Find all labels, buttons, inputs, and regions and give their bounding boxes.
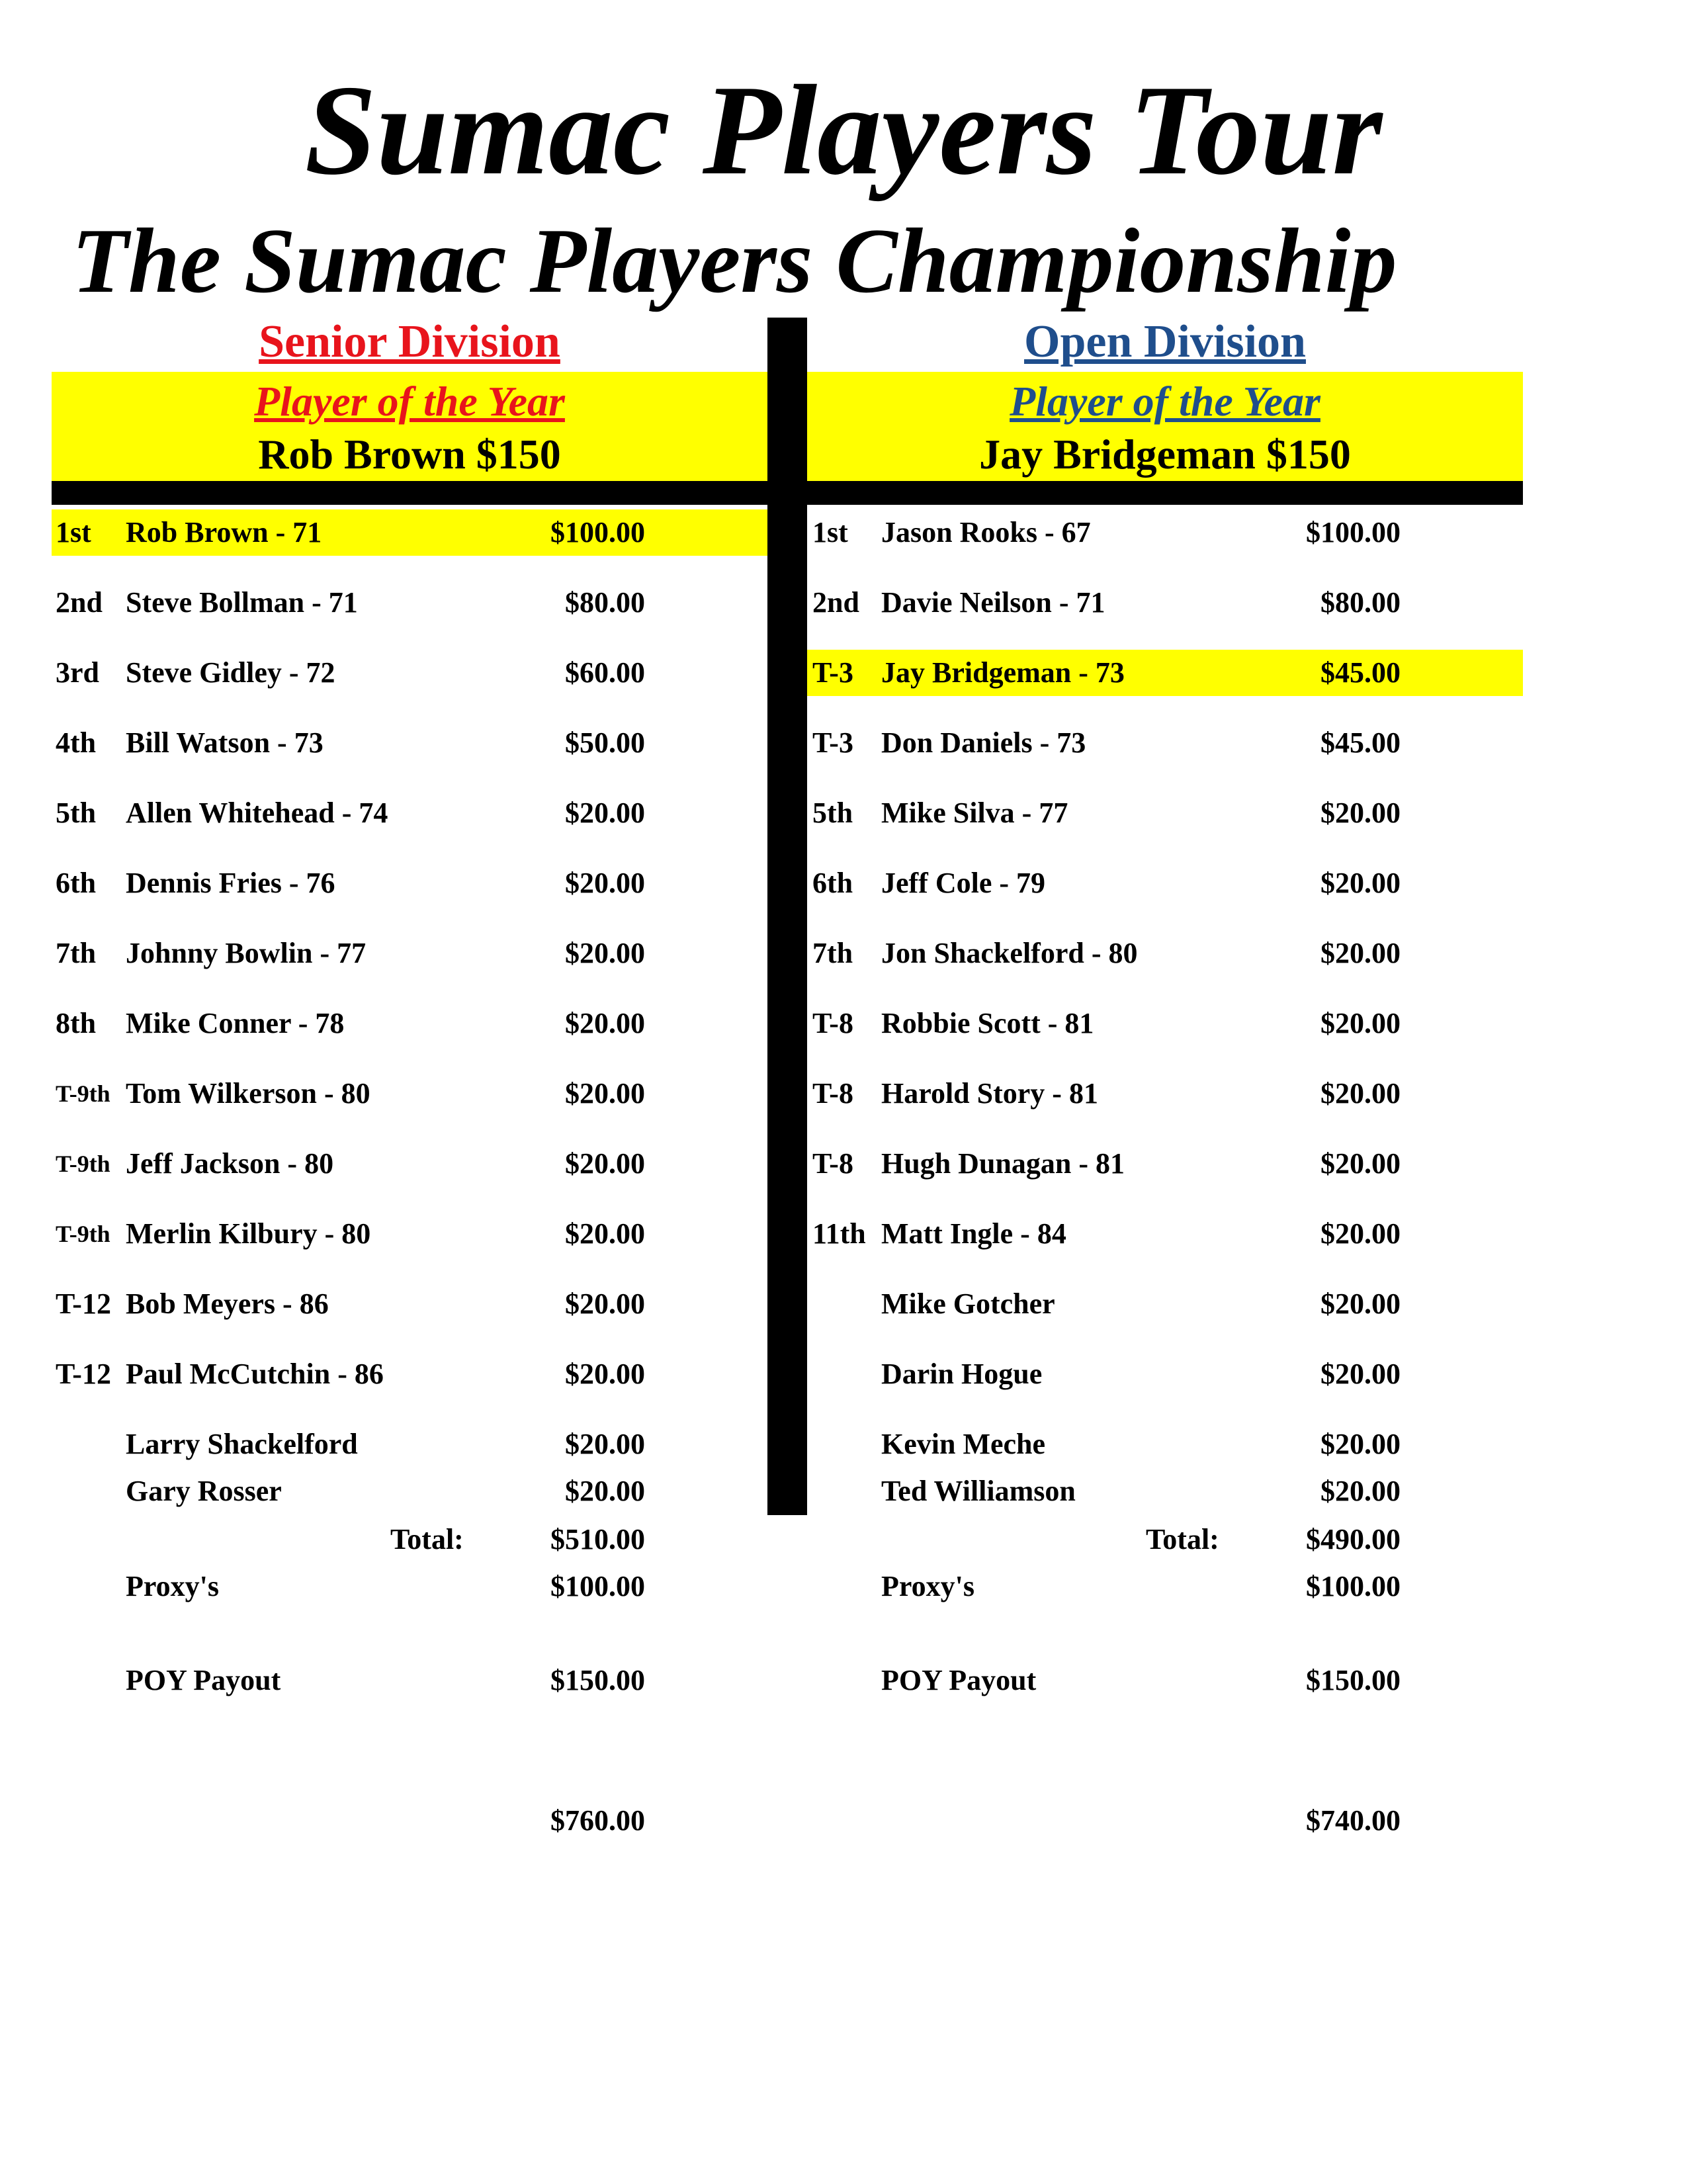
table-row [807,930,1523,977]
amount-cell: $20.00 [1320,1475,1401,1507]
page-title: Sumac Players Tour [304,59,1383,202]
player-cell: Mike Conner - 78 [126,1007,345,1039]
amount-cell: $20.00 [1320,797,1401,829]
amount-cell: $80.00 [565,586,645,619]
player-cell: Mike Silva - 77 [881,797,1068,829]
amount-cell: $20.00 [565,1288,645,1320]
place-cell: 4th [56,726,97,759]
amount-cell: $60.00 [565,656,645,689]
table-row [52,1000,767,1047]
player-cell: Bob Meyers - 86 [126,1288,329,1320]
place-cell: T-8 [812,1007,853,1039]
player-cell: Jeff Jackson - 80 [126,1147,334,1180]
header-divider [52,481,1523,505]
player-cell: Tom Wilkerson - 80 [126,1077,370,1110]
player-cell: Paul McCutchin - 86 [126,1358,384,1390]
table-row [807,720,1523,766]
player-cell: Steve Gidley - 72 [126,656,335,689]
place-cell: 7th [56,937,97,969]
amount-cell: $20.00 [1320,1428,1401,1460]
amount-cell: $20.00 [1320,1358,1401,1390]
open-proxy-value: $100.00 [1306,1570,1401,1602]
amount-cell: $20.00 [565,1358,645,1390]
player-cell: Harold Story - 81 [881,1077,1098,1110]
amount-cell: $20.00 [565,1007,645,1039]
amount-cell: $100.00 [550,516,645,548]
table-row [52,1070,767,1117]
amount-cell: $20.00 [1320,867,1401,899]
amount-cell: $20.00 [1320,1077,1401,1110]
table-row [52,580,767,626]
table-row [807,1281,1523,1327]
table-row [52,720,767,766]
amount-cell: $20.00 [1320,1147,1401,1180]
place-cell: 2nd [812,586,859,619]
table-row [807,580,1523,626]
table-row [807,1211,1523,1257]
place-cell: T-9th [56,1151,110,1177]
player-cell: Ted Williamson [881,1475,1076,1507]
open-poy-payout-value: $150.00 [1306,1664,1401,1696]
table-row [52,1211,767,1257]
amount-cell: $20.00 [1320,1217,1401,1250]
amount-cell: $20.00 [565,1428,645,1460]
table-row [52,790,767,836]
place-cell: T-3 [812,656,853,689]
amount-cell: $20.00 [565,1077,645,1110]
amount-cell: $45.00 [1320,656,1401,689]
table-row [52,860,767,906]
player-cell: Jon Shackelford - 80 [881,937,1138,969]
table-row [52,1468,767,1514]
player-cell: Kevin Meche [881,1428,1046,1460]
senior-poy-name: Rob Brown $150 [258,431,561,478]
page-subtitle: The Sumac Players Championship [71,210,1397,312]
amount-cell: $20.00 [565,1217,645,1250]
table-row [807,1421,1523,1467]
player-cell: Steve Bollman - 71 [126,586,358,619]
amount-cell: $50.00 [565,726,645,759]
place-cell: 3rd [56,656,99,689]
amount-cell: $20.00 [565,1147,645,1180]
place-cell: T-12 [56,1288,111,1320]
table-row [807,1468,1523,1514]
table-row [52,1351,767,1397]
place-cell: T-9th [56,1080,110,1107]
player-cell: Jeff Cole - 79 [881,867,1046,899]
place-cell: 6th [56,867,97,899]
table-row [807,860,1523,906]
amount-cell: $20.00 [565,937,645,969]
place-cell: T-8 [812,1147,853,1180]
player-cell: Mike Gotcher [881,1288,1055,1320]
amount-cell: $20.00 [1320,937,1401,969]
table-row [807,1070,1523,1117]
table-row [807,1141,1523,1187]
place-cell: T-3 [812,726,853,759]
senior-proxy-value: $100.00 [550,1570,645,1602]
table-row [807,509,1523,556]
table-row [52,509,767,556]
amount-cell: $80.00 [1320,586,1401,619]
player-cell: Merlin Kilbury - 80 [126,1217,371,1250]
table-row [807,1000,1523,1047]
open-grand-total: $740.00 [1306,1804,1401,1837]
senior-total-label: Total: [390,1523,464,1555]
table-row [807,650,1523,696]
place-cell: 7th [812,937,853,969]
table-row [52,1141,767,1187]
open-total-label: Total: [1146,1523,1219,1555]
table-row [807,1351,1523,1397]
table-row [807,790,1523,836]
open-proxy-label: Proxy's [881,1570,974,1602]
place-cell: 5th [56,797,97,829]
open-division-heading: Open Division [1024,316,1306,367]
place-cell: 6th [812,867,853,899]
player-cell: Larry Shackelford [126,1428,358,1460]
table-row [52,650,767,696]
senior-poy-payout-value: $150.00 [550,1664,645,1696]
senior-poy-payout-label: POY Payout [126,1664,281,1696]
player-cell: Jason Rooks - 67 [881,516,1091,548]
player-cell: Matt Ingle - 84 [881,1217,1066,1250]
place-cell: 1st [812,516,848,548]
senior-grand-total: $760.00 [550,1804,645,1837]
place-cell: 2nd [56,586,103,619]
place-cell: T-9th [56,1221,110,1247]
player-cell: Rob Brown - 71 [126,516,322,548]
player-cell: Robbie Scott - 81 [881,1007,1094,1039]
amount-cell: $20.00 [565,1475,645,1507]
open-poy-name: Jay Bridgeman $150 [979,431,1351,478]
place-cell: 1st [56,516,91,548]
place-cell: T-12 [56,1358,111,1390]
open-poy-label: Player of the Year [1010,378,1320,425]
player-cell: Don Daniels - 73 [881,726,1086,759]
place-cell: T-8 [812,1077,853,1110]
senior-proxy-label: Proxy's [126,1570,219,1602]
amount-cell: $20.00 [1320,1288,1401,1320]
table-row [52,1281,767,1327]
amount-cell: $20.00 [1320,1007,1401,1039]
senior-poy-label: Player of the Year [254,378,565,425]
player-cell: Davie Neilson - 71 [881,586,1105,619]
player-cell: Allen Whitehead - 74 [126,797,388,829]
player-cell: Gary Rosser [126,1475,282,1507]
table-row [52,930,767,977]
place-cell: 11th [812,1217,866,1250]
place-cell: 8th [56,1007,97,1039]
player-cell: Hugh Dunagan - 81 [881,1147,1125,1180]
amount-cell: $45.00 [1320,726,1401,759]
amount-cell: $100.00 [1306,516,1401,548]
place-cell: 5th [812,797,853,829]
open-poy-payout-label: POY Payout [881,1664,1037,1696]
senior-total-value: $510.00 [550,1523,645,1555]
player-cell: Darin Hogue [881,1358,1043,1390]
senior-division-heading: Senior Division [259,316,560,367]
player-cell: Dennis Fries - 76 [126,867,335,899]
amount-cell: $20.00 [565,867,645,899]
table-row [52,1421,767,1467]
amount-cell: $20.00 [565,797,645,829]
player-cell: Jay Bridgeman - 73 [881,656,1125,689]
player-cell: Bill Watson - 73 [126,726,324,759]
player-cell: Johnny Bowlin - 77 [126,937,367,969]
open-total-value: $490.00 [1306,1523,1401,1555]
